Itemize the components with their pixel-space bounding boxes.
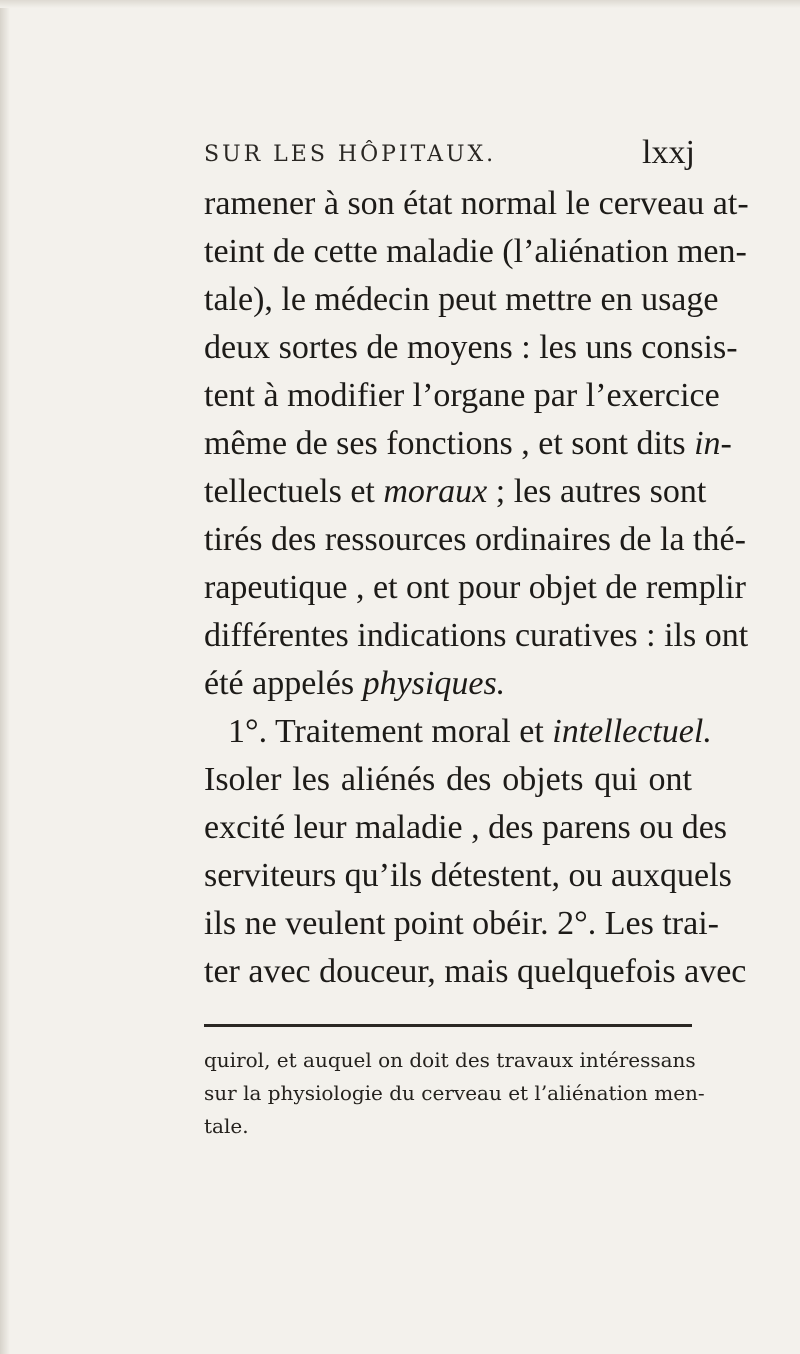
text-line: ter avec douceur, mais quelquefois avec [204,953,747,990]
running-head [204,134,800,170]
section-heading: 1°. Traitement moral et intellectuel. [228,713,712,750]
page-number: lxxj [642,134,695,171]
footnote-line: sur la physiologie du cerveau et l’aliénation men- [204,1081,705,1105]
page-top-shadow [0,0,800,8]
page-gutter-shadow [0,0,10,1354]
text-line: tale), le médecin peut mettre en usage [204,281,719,318]
italic-text: physiques. [362,665,506,702]
text-line: tellectuels et moraux ; les autres sont [204,473,707,510]
text-line: différentes indications curatives : ils ont [204,617,749,654]
footnote-rule [204,1024,692,1027]
text-line: rapeutique , et ont pour objet de remplir [204,569,746,606]
footnote-line: quirol, et auquel on doit des travaux intéressans [204,1048,696,1072]
footnote-line: tale. [204,1114,249,1138]
italic-text: in- [694,425,732,462]
main-text [204,180,749,996]
text-line: excité leur maladie , des parens ou des [204,809,728,846]
text-line: deux sortes de moyens : les uns consis- [204,329,738,366]
footnote [204,1044,705,1143]
text-line: serviteurs qu’ils détestent, ou auxquels [204,857,732,894]
text-line: ils ne veulent point obéir. 2°. Les trai- [204,905,719,942]
italic-text: intellectuel. [552,713,712,750]
text-line: Isoler les aliénés des objets qui ont [204,761,692,798]
text-line: même de ses fonctions , et sont dits in- [204,425,732,462]
text-line: ramener à son état normal le cerveau at- [204,185,749,222]
text-line: tirés des ressources ordinaires de la thé- [204,521,746,558]
text-line: teint de cette maladie (l’aliénation men- [204,233,747,270]
running-title: SUR LES HÔPITAUX. [204,142,497,167]
text-line: été appelés physiques. [204,665,506,702]
italic-text: moraux [383,473,488,510]
text-line: tent à modifier l’organe par l’exercice [204,377,720,414]
